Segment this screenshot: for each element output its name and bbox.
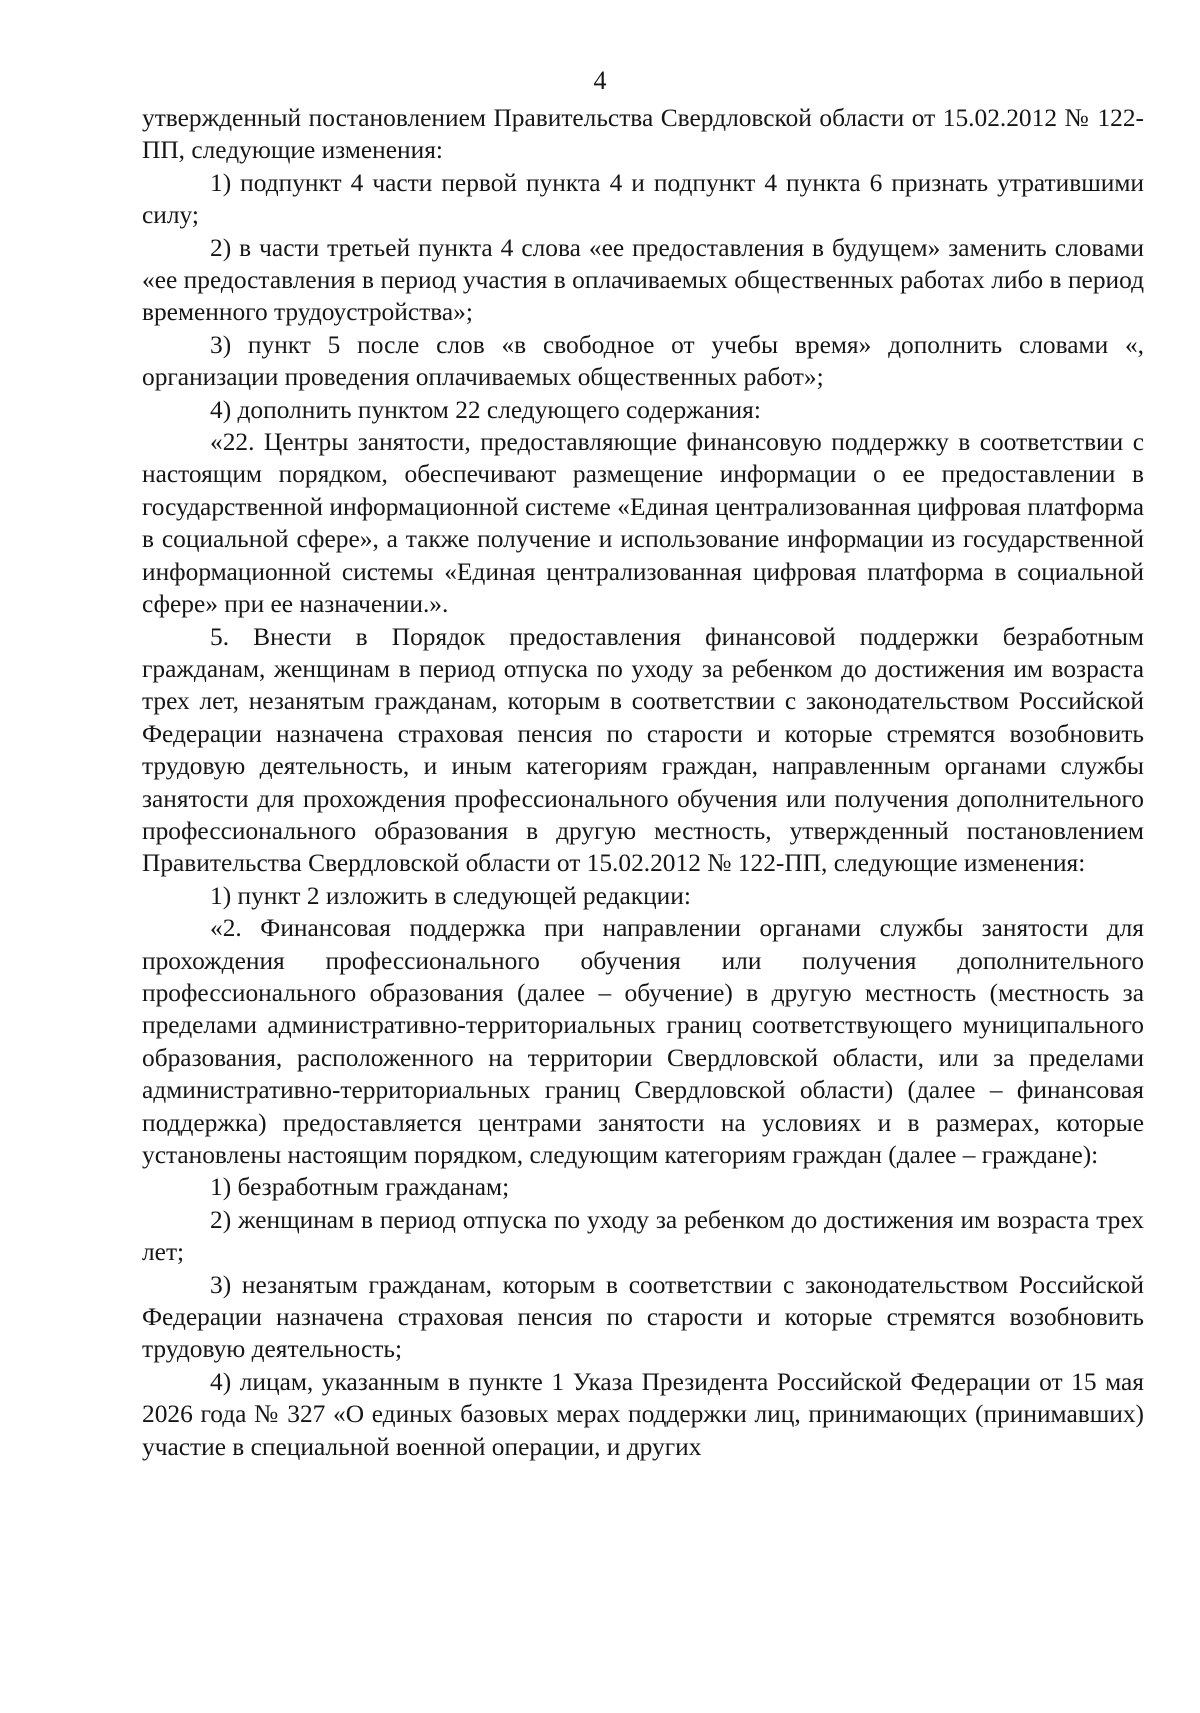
page-number: 4 [593, 66, 607, 95]
paragraph: 4) дополнить пунктом 22 следующего содержания: [210, 395, 761, 424]
paragraph: утвержденный постановлением Правительства Свердловской области от 15.02.2012 № 122-ПП, следующие изменения: [142, 104, 1144, 165]
paragraph: 2) в части третьей пункта 4 слова «ее предоставления в будущем» заменить словами «ее предоставления в период участия в оплачиваемых общественных работах либо в период временного трудоустройства»; [142, 233, 1144, 327]
paragraph: «2. Финансовая поддержка при направлении органами службы занятости для прохождения профессионального обучения или получения дополнительного профессионального образования (далее – обучение) в другую местность (местность за пределами административно-территориальных границ соответствующего муниципального образования, расположенного на территории Свердловской области, или за пределами административно-территориальных границ Свердловской области) (далее – финансовая поддержка) предоставляется центрами занятости на условиях и в размерах, которые установлены настоящим порядком, следующим категориям граждан (далее – граждане): [142, 914, 1144, 1169]
paragraph: 2) женщинам в период отпуска по уходу за ребенком до достижения им возраста трех лет; [142, 1205, 1144, 1267]
document-body [142, 102, 1144, 1463]
paragraph: 3) незанятым гражданам, которым в соответствии с законодательством Российской Федерации назначена страховая пенсия по старости и которые стремятся возобновить трудовую деятельность; [142, 1270, 1144, 1364]
paragraph: 3) пункт 5 после слов «в свободное от учебы время» дополнить словами «, организации проведения оплачиваемых общественных работ»; [142, 330, 1144, 392]
paragraph: 1) пункт 2 изложить в следующей редакции: [210, 881, 691, 910]
paragraph: 4) лицам, указанным в пункте 1 Указа Президента Российской Федерации от 15 мая 2026 года № 327 «О единых базовых мерах поддержки лиц, принимающих (принимавших) участие в специальной военной операции, и других [142, 1367, 1144, 1461]
paragraph: 1) безработным гражданам; [210, 1173, 510, 1202]
paragraph: «22. Центры занятости, предоставляющие финансовую поддержку в соответствии с настоящим порядком, обеспечивают размещение информации о ее предоставлении в государственной информационной системе «Единая централизованная цифровая платформа в социальной сфере», а также получение и использование информации из государственной информационной системы «Единая централизованная цифровая платформа в социальной сфере» при ее назначении.». [142, 428, 1144, 619]
paragraph: 1) подпункт 4 части первой пункта 4 и подпункт 4 пункта 6 признать утратившими силу; [142, 168, 1144, 230]
paragraph: 5. Внести в Порядок предоставления финансовой поддержки безработным гражданам, женщинам в период отпуска по уходу за ребенком до достижения им возраста трех лет, незанятым гражданам, которым в соответствии с законодательством Российской Федерации назначена страховая пенсия по старости и которые стремятся возобновить трудовую деятельность, и иным категориям граждан, направленным органами службы занятости для прохождения профессионального обучения или получения дополнительного профессионального образования в другую местность, утвержденный постановлением Правительства Свердловской области от 15.02.2012 № 122-ПП, следующие изменения: [142, 622, 1144, 878]
